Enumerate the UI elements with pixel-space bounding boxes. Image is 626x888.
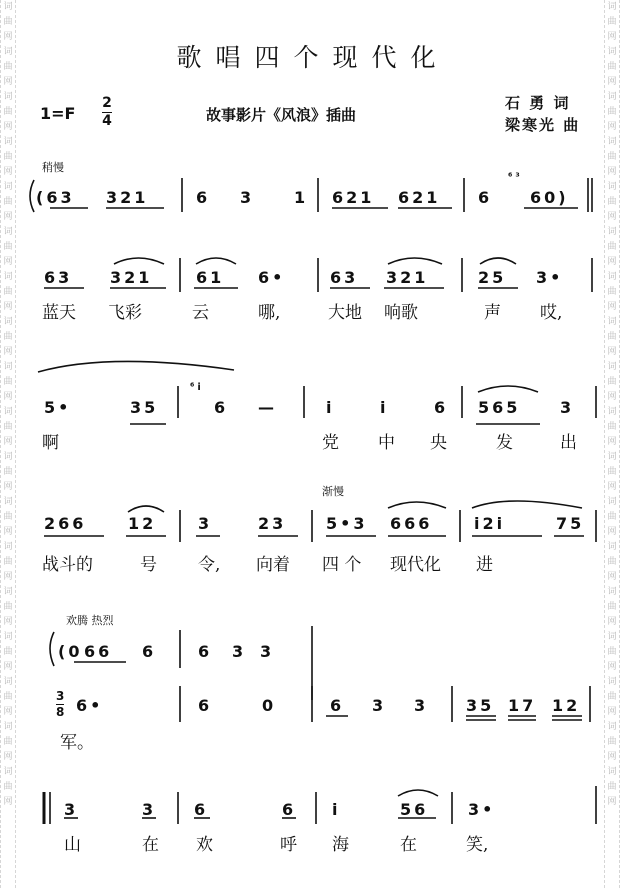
note-l7-4: 6: [282, 800, 297, 819]
note-l4-1: 266: [44, 514, 87, 533]
note-l5-3: 6: [142, 642, 157, 661]
lyric-l4-5: 四 个: [322, 555, 362, 575]
note-l2-6: 321: [386, 268, 429, 287]
lyric-l2-1: 蓝天: [42, 303, 76, 323]
note-l5-6: 3: [260, 642, 275, 661]
note-l6-9: 12: [552, 696, 581, 715]
note-l7-5: i: [332, 800, 341, 819]
time-signature-bottom: 4: [102, 113, 112, 129]
lyric-l3-2: 党: [322, 433, 339, 453]
note-l4-5: 5•3: [326, 514, 368, 533]
note-l1-1: (63: [36, 188, 75, 207]
lyric-l7-5: 海: [332, 835, 349, 855]
lyric-l3-1: 啊: [42, 433, 59, 453]
note-l7-2: 3: [142, 800, 157, 819]
lyric-l4-1: 战斗的: [42, 555, 93, 575]
note-l3-1: 5•: [44, 398, 72, 417]
time-signature-2-top: 3: [56, 689, 65, 703]
note-l1-6: 621: [332, 188, 375, 207]
lyric-l2-7: 声: [484, 303, 501, 323]
note-l5-2: 66: [84, 642, 113, 661]
note-l4-7: i2i: [474, 514, 506, 533]
note-l4-4: 23: [258, 514, 287, 533]
lyric-l2-5: 大地: [328, 303, 362, 323]
note-l3-3: 6: [214, 398, 229, 417]
note-l1-grace: ⁶³: [508, 172, 523, 183]
note-l3-6: i: [380, 398, 389, 417]
note-l3-7: 6: [434, 398, 449, 417]
note-l2-4: 6•: [258, 268, 286, 287]
note-l1-8: 6: [478, 188, 493, 207]
lyric-l4-4: 向着: [256, 555, 290, 575]
note-l3-2: 35: [130, 398, 159, 417]
watermark-left: 词曲网词曲网词曲网词曲网词曲网词曲网词曲网词曲网词曲网词曲网词曲网词曲网词曲网词曲网词曲网词曲网词曲网词曲网: [0, 0, 16, 888]
note-l6-7: 35: [466, 696, 495, 715]
lyric-l2-2: 飞彩: [108, 303, 142, 323]
note-l3-5: i: [326, 398, 335, 417]
note-l7-3: 6: [194, 800, 209, 819]
note-l7-6: 56: [400, 800, 429, 819]
song-title: 歌唱四个现代化: [176, 43, 450, 72]
note-l5-5: 3: [232, 642, 247, 661]
note-l6-3: 0: [262, 696, 277, 715]
lyric-l2-6: 响歌: [384, 303, 418, 323]
note-l1-2: 321: [106, 188, 149, 207]
note-l2-2: 321: [110, 268, 153, 287]
note-l7-1: 3: [64, 800, 79, 819]
lyric-l3-4: 央: [430, 433, 447, 453]
note-l3-4: —: [258, 398, 277, 417]
key-signature: 1=F: [40, 104, 76, 123]
time-signature: [102, 96, 112, 129]
note-l6-8: 17: [508, 696, 537, 715]
note-l4-2: 12: [128, 514, 157, 533]
lyric-l6-1: 军。: [60, 733, 94, 753]
note-l6-5: 3: [372, 696, 387, 715]
note-l5-1: (0: [58, 642, 83, 661]
lyric-l2-3: 云: [192, 303, 209, 323]
time-signature-2: [56, 690, 64, 719]
time-signature-2-bottom: 8: [56, 705, 65, 719]
note-l1-3: 6: [196, 188, 211, 207]
lyric-l7-1: 山: [64, 835, 81, 855]
lyric-l4-6: 现代化: [390, 555, 441, 575]
lyric-l3-3: 中: [378, 433, 395, 453]
lyric-l4-3: 令,: [198, 555, 221, 575]
lyric-l7-2: 在: [142, 835, 159, 855]
lyricist-credit: 石 勇 词: [505, 94, 571, 112]
note-l2-8: 3•: [536, 268, 564, 287]
lyric-l2-8: 哎,: [540, 303, 563, 323]
lyric-l7-4: 呼: [280, 835, 297, 855]
lyric-l7-3: 欢: [196, 835, 213, 855]
note-l6-4: 6: [330, 696, 345, 715]
lyric-l7-7: 笑,: [466, 835, 489, 855]
lyric-l3-6: 出: [560, 433, 577, 453]
note-l3-grace: ⁶i: [190, 382, 204, 393]
subtitle: 故事影片《风浪》插曲: [206, 106, 357, 124]
note-l6-2: 6: [198, 696, 213, 715]
note-l2-3: 61: [196, 268, 225, 287]
note-l4-3: 3: [198, 514, 213, 533]
note-l1-9: 60): [530, 188, 569, 207]
lyric-l7-6: 在: [400, 835, 417, 855]
note-l2-1: 63: [44, 268, 73, 287]
composer-credit: 梁寒光 曲: [505, 116, 581, 134]
note-l4-8: 75: [556, 514, 585, 533]
note-l6-1: 6•: [76, 696, 104, 715]
note-l5-4: 6: [198, 642, 213, 661]
watermark-right: 词曲网词曲网词曲网词曲网词曲网词曲网词曲网词曲网词曲网词曲网词曲网词曲网词曲网词曲网词曲网词曲网词曲网词曲网: [604, 0, 620, 888]
note-l7-7: 3•: [468, 800, 496, 819]
note-l3-9: 3: [560, 398, 575, 417]
time-signature-top: 2: [102, 95, 112, 111]
note-l1-5: 1: [294, 188, 309, 207]
note-l2-7: 25: [478, 268, 507, 287]
note-l3-8: 565: [478, 398, 521, 417]
note-l4-6: 666: [390, 514, 433, 533]
tempo-mark-2: 渐慢: [322, 485, 344, 498]
note-l1-7: 621: [398, 188, 441, 207]
lyric-l4-7: 进: [476, 555, 493, 575]
lyric-l3-5: 发: [496, 433, 513, 453]
tempo-mark-1: 稍慢: [42, 161, 64, 174]
note-l1-4: 3: [240, 188, 255, 207]
note-l6-6: 3: [414, 696, 429, 715]
lyric-l2-4: 哪,: [258, 303, 281, 323]
note-l2-5: 63: [330, 268, 359, 287]
lyric-l4-2: 号: [140, 555, 157, 575]
tempo-mark-3: 欢腾 热烈: [66, 614, 114, 627]
